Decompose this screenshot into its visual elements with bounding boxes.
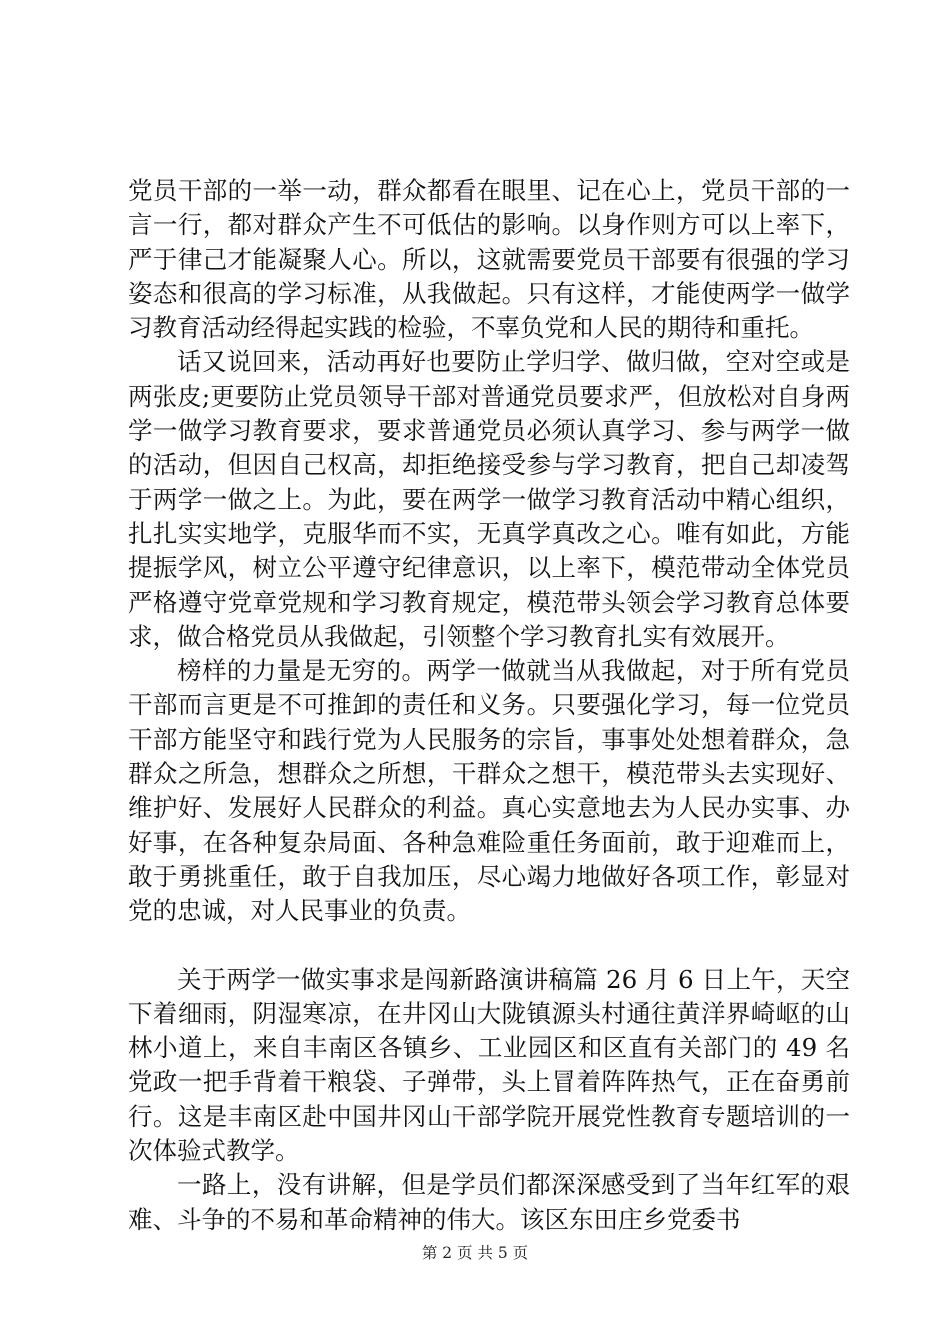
- paragraph-5: 一路上，没有讲解，但是学员们都深深感受到了当年红军的艰难、斗争的不易和革命精神的伟大。该区东田庄乡党委书: [128, 1170, 850, 1234]
- paragraph-4: 关于两学一做实事求是闯新路演讲稿篇 26 月 6 日上午，天空下着细雨，阴湿寒凉，在井冈山大陇镇源头村通往黄洋界崎岖的山林小道上，来自丰南区各镇乡、工业园区和区直有关部门的 49 名党政一把手背着干粮袋、子弹带，头上冒着阵阵热气，正在奋勇前行。这是丰南区赴中国井冈山干部学院开展党性教育专题培训的一次体验式教学。: [128, 964, 850, 1166]
- page-footer: 第 2 页 共 5 页: [421, 1244, 529, 1262]
- paragraph-1: 党员干部的一举一动，群众都看在眼里、记在心上，党员干部的一言一行，都对群众产生不可低估的影响。以身作则方可以上率下，严于律己才能凝聚人心。所以，这就需要党员干部要有很强的学习姿态和很高的学习标准，从我做起。只有这样，才能使两学一做学习教育活动经得起实践的检验，不辜负党和人民的期待和重托。: [128, 176, 850, 343]
- paragraph-3: 榜样的力量是无穷的。两学一做就当从我做起，对于所有党员干部而言更是不可推卸的责任和义务。只要强化学习，每一位党员干部方能坚守和践行党为人民服务的宗旨，事事处处想着群众，急群众之所急，想群众之所想，干群众之想干，模范带头去实现好、维护好、发展好人民群众的利益。真心实意地去为人民办实事、办好事，在各种复杂局面、各种急难险重任务面前，敢于迎难而上，敢于勇挑重任，敢于自我加压，尽心竭力地做好各项工作，彰显对党的忠诚，对人民事业的负责。: [128, 656, 850, 926]
- document-body: [128, 174, 850, 1237]
- paragraph-2: 话又说回来，活动再好也要防止学归学、做归做，空对空或是两张皮;更要防止党员领导干部对普通党员要求严，但放松对自身两学一做学习教育要求，要求普通党员必须认真学习、参与两学一做的活动，但因自己权高，却拒绝接受参与学习教育，把自己却凌驾于两学一做之上。为此，要在两学一做学习教育活动中精心组织，扎扎实实地学，克服华而不实，无真学真改之心。唯有如此，方能提振学风，树立公平遵守纪律意识，以上率下，模范带动全体党员严格遵守党章党规和学习教育规定，模范带头领会学习教育总体要求，做合格党员从我做起，引领整个学习教育扎实有效展开。: [128, 347, 850, 651]
